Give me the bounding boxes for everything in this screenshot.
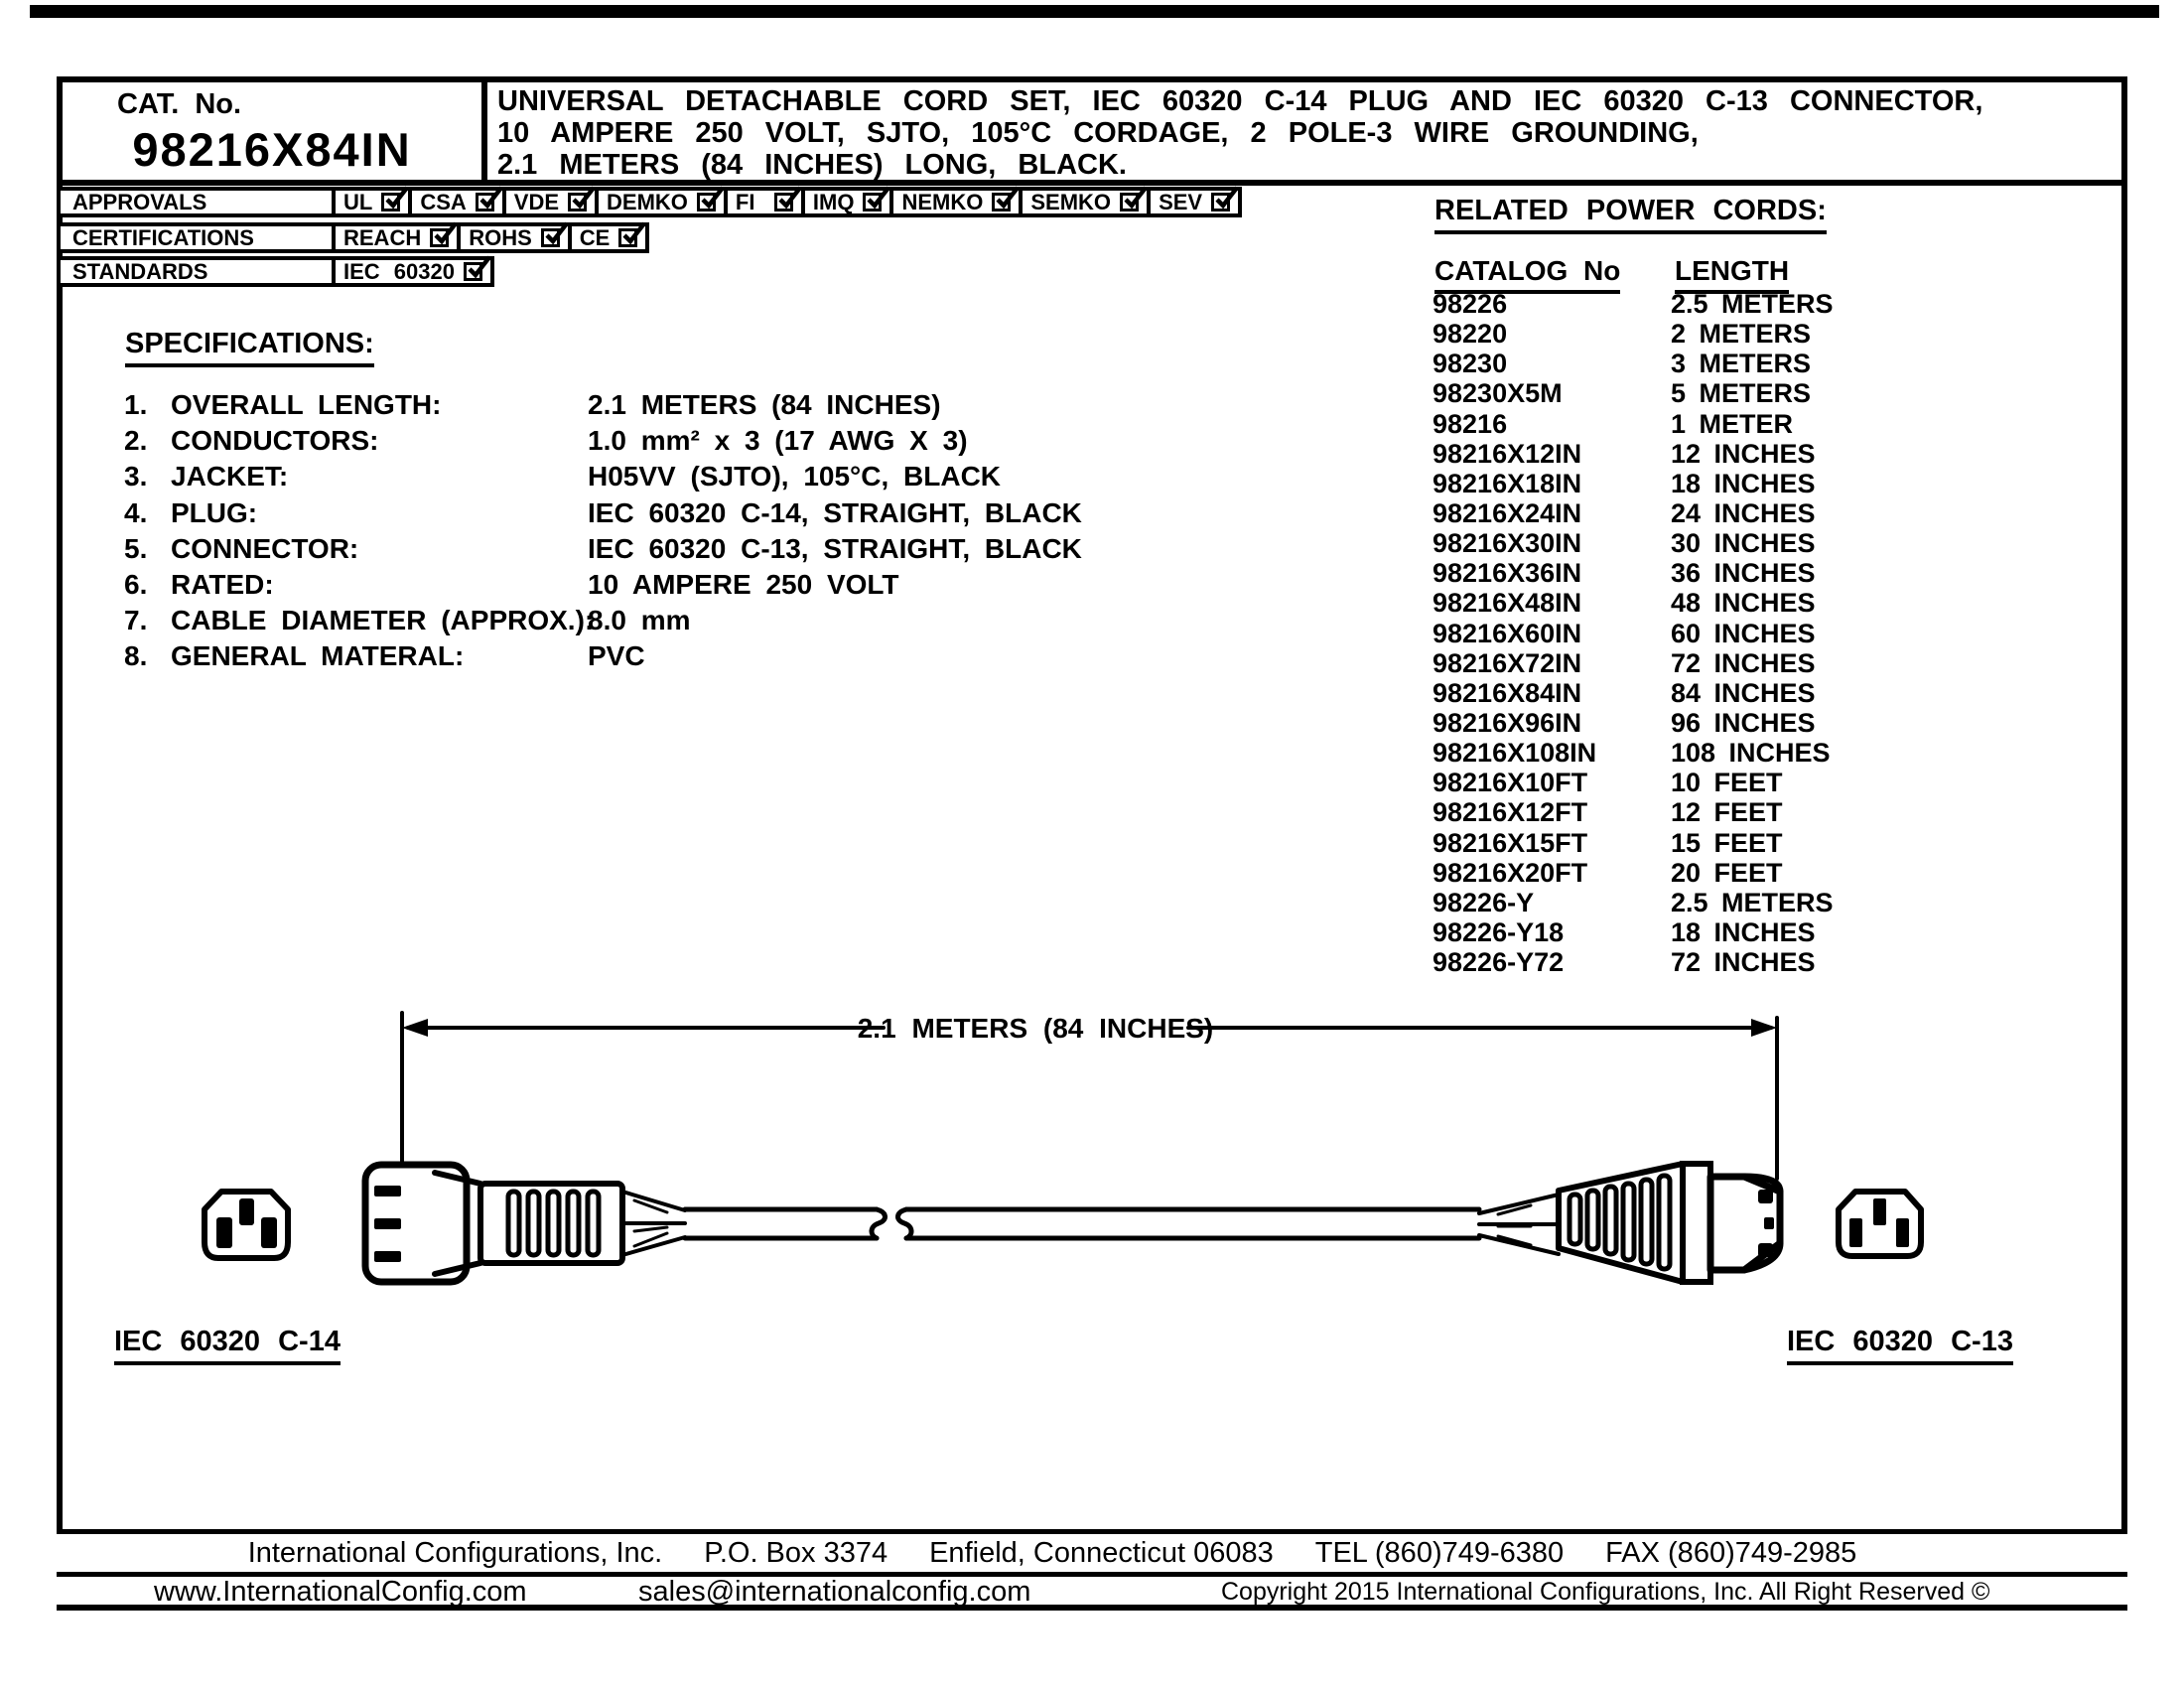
catalog-number: 98216X12FT: [1433, 797, 1588, 828]
cord-length: 30 INCHES: [1671, 528, 1816, 559]
product-title: [487, 82, 2121, 180]
checkbox-checked-icon: [1211, 193, 1230, 211]
checkbox-checked-icon: [568, 193, 587, 211]
checkbox-checked-icon: [541, 228, 560, 247]
catalog-number: 98216X10FT: [1433, 768, 1588, 798]
title-block: [57, 76, 2127, 186]
certification-cell-ce: [568, 222, 650, 253]
copyright-notice: Copyright 2015 International Configurations, Inc. All Right Reserved ©: [1221, 1578, 1990, 1606]
plug-type-label: IEC 60320 C-14: [114, 1326, 341, 1365]
cord-length: 18 INCHES: [1671, 468, 1816, 498]
table-row: [1433, 708, 2048, 738]
spec-value: IEC 60320 C-13, STRAIGHT, BLACK: [588, 532, 1082, 564]
table-row: [1433, 439, 2048, 469]
table-row: [1433, 768, 2048, 797]
certifications-row-label: CERTIFICATIONS: [57, 222, 336, 253]
specifications-list: [124, 389, 1082, 677]
spec-value: 1.0 mm² x 3 (17 AWG X 3): [588, 425, 968, 457]
catalog-number: 98216X30IN: [1433, 528, 1582, 559]
approval-cell-demko: [595, 187, 728, 217]
cord-length: 5 METERS: [1671, 378, 1812, 409]
cord-length: 1 METER: [1671, 408, 1794, 439]
catalog-number: 98216X18IN: [1433, 468, 1582, 498]
approval-cell-fi: [724, 187, 805, 217]
footer: [57, 1529, 2127, 1608]
table-row: [1433, 888, 2048, 917]
specifications-heading: SPECIFICATIONS:: [125, 328, 374, 367]
approval-label: FI: [735, 189, 755, 214]
cord-length: 48 INCHES: [1671, 588, 1816, 619]
cord-length: 108 INCHES: [1671, 738, 1831, 769]
approval-label: UL: [343, 189, 373, 214]
related-cords-heading: RELATED POWER CORDS:: [1434, 195, 1827, 234]
table-row: [1433, 619, 2048, 648]
cord-length: 96 INCHES: [1671, 707, 1816, 738]
certification-label: CE: [579, 224, 611, 250]
table-row: [1433, 469, 2048, 498]
spec-row: 4. PLUG: IEC 60320 C-14, STRAIGHT, BLACK: [124, 497, 1067, 533]
approval-cell-sev: [1147, 187, 1242, 217]
table-row: [1433, 678, 2048, 708]
cord-length: 2 METERS: [1671, 319, 1812, 350]
cord-length: 12 INCHES: [1671, 438, 1816, 469]
spec-label: OVERALL LENGTH:: [171, 389, 442, 420]
spec-row: 5. CONNECTOR: IEC 60320 C-13, STRAIGHT, BLACK: [124, 533, 1067, 569]
spec-value: 8.0 mm: [588, 605, 691, 636]
checkbox-checked-icon: [774, 193, 793, 211]
spec-value: PVC: [588, 640, 645, 672]
cord-length: 24 INCHES: [1671, 497, 1816, 528]
fax-number: FAX (860)749-2985: [1605, 1536, 1857, 1569]
spec-label: GENERAL MATERAL:: [171, 640, 465, 672]
approval-cell-imq: [801, 187, 894, 217]
catalog-number: 98226-Y: [1433, 887, 1535, 917]
table-row: [1433, 648, 2048, 678]
table-row: [1433, 828, 2048, 858]
certification-cell-rohs: [457, 222, 572, 253]
spec-row: 7. CABLE DIAMETER (APPROX.): 8.0 mm: [124, 605, 1067, 640]
catalog-number: 98226-Y72: [1433, 947, 1565, 978]
page-top-rule: [30, 5, 2159, 18]
catalog-number: 98216X15FT: [1433, 827, 1588, 858]
product-title-line1: UNIVERSAL DETACHABLE CORD SET, IEC 60320 C-14 PLUG AND IEC 60320 C-13 CONNECTOR,: [497, 85, 1983, 117]
standards-row: [57, 256, 494, 287]
product-title-line3: 2.1 METERS (84 INCHES) LONG, BLACK.: [497, 149, 1127, 181]
spec-row: 6. RATED: 10 AMPERE 250 VOLT: [124, 569, 1067, 605]
spec-row: 2. CONDUCTORS: 1.0 mm² x 3 (17 AWG X 3): [124, 425, 1067, 461]
company-address: Enfield, Connecticut 06083: [929, 1536, 1274, 1569]
table-row: [1433, 498, 2048, 528]
c13-connector-drawing: [1479, 1164, 1780, 1282]
checkbox-checked-icon: [381, 193, 400, 211]
approval-label: SEMKO: [1030, 189, 1112, 214]
certification-cell-reach: [332, 222, 461, 253]
cable-drawing: [685, 1209, 1479, 1238]
spec-row: 3. JACKET: H05VV (SJTO), 105°C, BLACK: [124, 461, 1067, 496]
cord-length: 20 FEET: [1671, 857, 1783, 888]
cord-length: 15 FEET: [1671, 827, 1783, 858]
checkbox-checked-icon: [430, 228, 449, 247]
footer-links-row: [57, 1576, 2127, 1608]
cord-length: 10 FEET: [1671, 768, 1783, 798]
approval-cell-nemko: [889, 187, 1023, 217]
checkbox-checked-icon: [863, 193, 882, 211]
checkbox-checked-icon: [697, 193, 716, 211]
related-cords-table: [1433, 289, 2048, 977]
catalog-number: 98216X20FT: [1433, 857, 1588, 888]
cord-length: 84 INCHES: [1671, 677, 1816, 708]
standard-label: IEC 60320: [343, 258, 455, 284]
catalog-number-box: [63, 82, 487, 180]
connector-type-label: IEC 60320 C-13: [1787, 1326, 2013, 1365]
catalog-number: 98216X108IN: [1433, 738, 1597, 769]
approval-label: NEMKO: [901, 189, 984, 214]
catalog-number: 98216X12IN: [1433, 438, 1582, 469]
po-box: P.O. Box 3374: [704, 1536, 888, 1569]
table-row: [1433, 349, 2048, 378]
checkbox-checked-icon: [1120, 193, 1139, 211]
catalog-number-value: 98216X84IN: [132, 123, 412, 176]
c14-plug-drawing: [365, 1165, 685, 1282]
spec-label: CONDUCTORS:: [171, 425, 379, 457]
website-link: www.InternationalConfig.com: [154, 1576, 527, 1608]
c13-face-icon: [1839, 1192, 1921, 1256]
catalog-number: 98226: [1433, 289, 1508, 319]
table-row: [1433, 797, 2048, 827]
approval-label: VDE: [513, 189, 560, 214]
table-row: [1433, 738, 2048, 768]
cord-length: 12 FEET: [1671, 797, 1783, 828]
approval-cell-ul: [332, 187, 412, 217]
certification-label: ROHS: [469, 224, 532, 250]
catalog-number: 98220: [1433, 319, 1508, 350]
spec-row: 8. GENERAL MATERAL: PVC: [124, 640, 1067, 676]
table-row: [1433, 409, 2048, 439]
cord-length: 3 METERS: [1671, 349, 1812, 379]
approval-cell-csa: [408, 187, 505, 217]
catalog-number: 98230X5M: [1433, 378, 1563, 409]
catalog-number: 98216X24IN: [1433, 497, 1582, 528]
dimension-label: 2.1 METERS (84 INCHES): [857, 1013, 1214, 1044]
spec-row: 1. OVERALL LENGTH: 2.1 METERS (84 INCHES): [124, 389, 1067, 425]
spec-value: 10 AMPERE 250 VOLT: [588, 568, 899, 600]
catalog-number: 98216X72IN: [1433, 647, 1582, 678]
catalog-number: 98230: [1433, 349, 1508, 379]
cord-length: 2.5 METERS: [1671, 289, 1834, 319]
cord-length: 18 INCHES: [1671, 916, 1816, 947]
table-row: [1433, 588, 2048, 618]
table-row: [1433, 319, 2048, 349]
standards-row-label: STANDARDS: [57, 256, 336, 287]
approval-cell-semko: [1019, 187, 1151, 217]
approval-cell-vde: [502, 187, 599, 217]
catalog-number: 98216X84IN: [1433, 677, 1582, 708]
catalog-number: 98216: [1433, 408, 1508, 439]
spec-value: 2.1 METERS (84 INCHES): [588, 389, 941, 420]
catalog-number: 98226-Y18: [1433, 916, 1565, 947]
catalog-number: 98216X36IN: [1433, 558, 1582, 589]
catalog-number-label: CAT. No.: [117, 88, 242, 120]
checkbox-checked-icon: [464, 262, 482, 281]
table-row: [1433, 947, 2048, 977]
checkbox-checked-icon: [618, 228, 637, 247]
checkbox-checked-icon: [476, 193, 494, 211]
product-title-line2: 10 AMPERE 250 VOLT, SJTO, 105°C CORDAGE, 2 POLE-3 WIRE GROUNDING,: [497, 117, 1699, 149]
approvals-row: [57, 187, 1242, 217]
catalog-number: 98216X60IN: [1433, 618, 1582, 648]
approval-label: SEV: [1159, 189, 1203, 214]
certification-label: REACH: [343, 224, 422, 250]
c14-face-icon: [205, 1192, 288, 1258]
table-row: [1433, 528, 2048, 558]
spec-value: IEC 60320 C-14, STRAIGHT, BLACK: [588, 496, 1082, 528]
email-link: sales@internationalconfig.com: [638, 1576, 1031, 1608]
cord-length: 36 INCHES: [1671, 558, 1816, 589]
phone-number: TEL (860)749-6380: [1314, 1536, 1565, 1569]
spec-label: CABLE DIAMETER (APPROX.):: [171, 605, 595, 636]
catalog-number: 98216X96IN: [1433, 707, 1582, 738]
approval-label: IMQ: [812, 189, 855, 214]
approval-label: DEMKO: [607, 189, 688, 214]
cord-length: 60 INCHES: [1671, 618, 1816, 648]
table-row: [1433, 917, 2048, 947]
length-column-header: LENGTH: [1675, 255, 1789, 294]
spec-label: PLUG:: [171, 496, 258, 528]
cord-length: 72 INCHES: [1671, 947, 1816, 978]
company-name: International Configurations, Inc.: [247, 1536, 663, 1569]
approval-label: CSA: [420, 189, 467, 214]
cord-length: 72 INCHES: [1671, 647, 1816, 678]
spec-label: RATED:: [171, 568, 274, 600]
approvals-row-label: APPROVALS: [57, 187, 336, 217]
standard-cell-iec60320: [332, 256, 494, 287]
table-row: [1433, 558, 2048, 588]
checkbox-checked-icon: [992, 193, 1011, 211]
certifications-row: [57, 222, 649, 253]
table-row: [1433, 289, 2048, 319]
spec-label: JACKET:: [171, 461, 289, 492]
table-row: [1433, 378, 2048, 408]
spec-value: H05VV (SJTO), 105°C, BLACK: [588, 461, 1002, 492]
catalog-column-header: CATALOG No: [1434, 255, 1620, 294]
footer-contact-row: [57, 1534, 2127, 1572]
catalog-number: 98216X48IN: [1433, 588, 1582, 619]
table-row: [1433, 858, 2048, 888]
cord-length: 2.5 METERS: [1671, 887, 1834, 917]
spec-label: CONNECTOR:: [171, 532, 359, 564]
